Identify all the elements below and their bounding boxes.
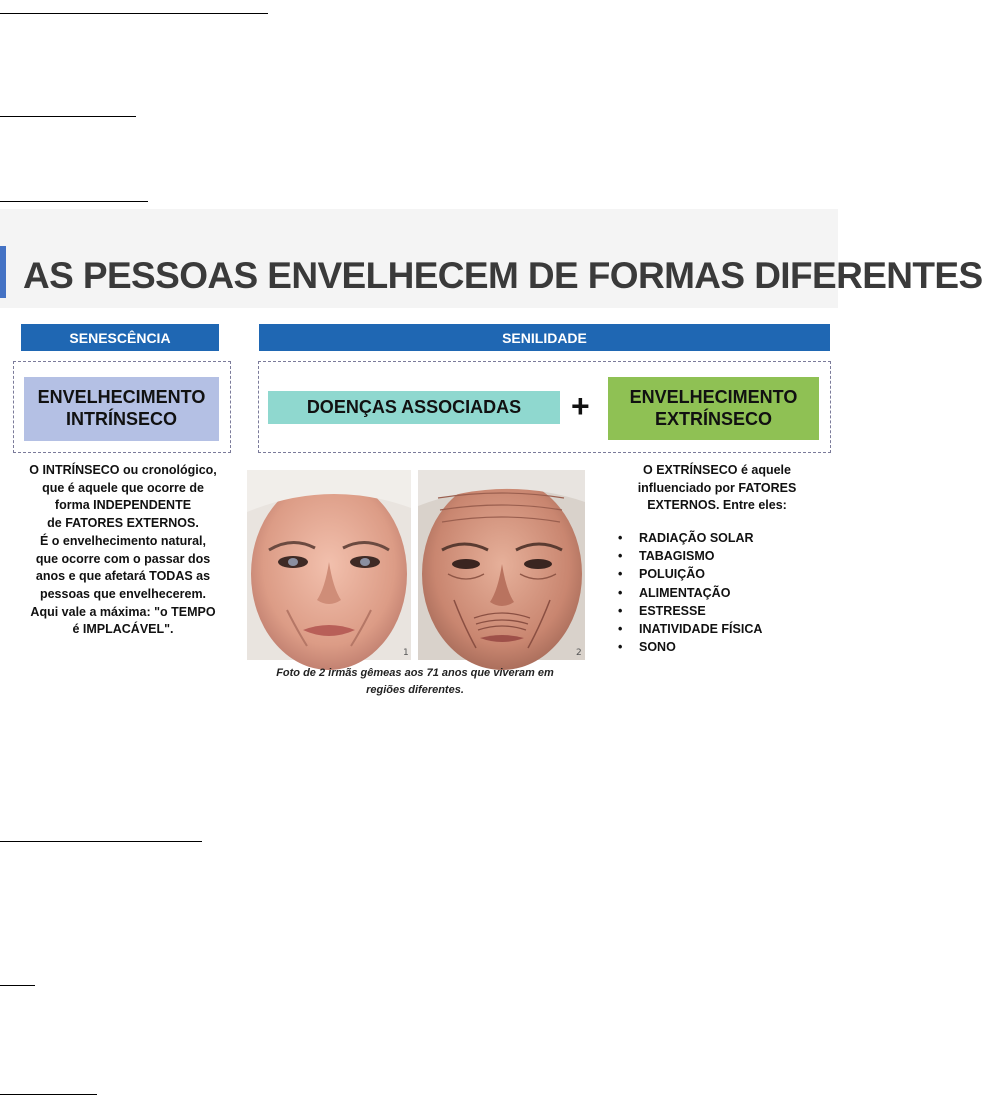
intrinsic-text-line: que é aquele que ocorre de (42, 480, 204, 495)
intrinsic-text-line: Aqui vale a máxima: "o TEMPO (30, 604, 216, 619)
extrinsic-text-line: influenciado por FATORES (637, 480, 797, 495)
face-illustration-2 (418, 470, 585, 660)
extrinsic-aging-tile (608, 377, 819, 440)
photo-label-2: 2 (576, 648, 582, 658)
list-item: • SONO (614, 638, 762, 656)
infographic-title: AS PESSOAS ENVELHECEM DE FORMAS DIFERENTES (23, 255, 983, 296)
underline-rule-3 (0, 201, 148, 202)
intrinsic-aging-tile (24, 377, 219, 441)
underline-rule-6 (0, 1094, 97, 1095)
title-bar (0, 209, 983, 308)
caption-line-2: regiões diferentes. (366, 684, 464, 696)
intrinsic-text-line: forma INDEPENDENTE (54, 498, 192, 513)
photo-label-1: 1 (403, 648, 409, 658)
senilidade-header: SENILIDADE (259, 324, 830, 351)
aging-infographic (0, 207, 983, 712)
intrinsic-description (12, 462, 234, 639)
caption-line-1: Foto de 2 irmãs gêmeas aos 71 anos que viveram em (276, 667, 554, 679)
twin-photo-2 (418, 470, 585, 660)
list-item: • RADIAÇÃO SOLAR (614, 529, 762, 547)
intrinsic-text-line: anos e que afetará TODAS as (35, 569, 211, 584)
extrinsic-text-line: EXTERNOS. Entre eles: (647, 498, 787, 513)
intrinsic-text-line: é IMPLACÁVEL". (72, 622, 174, 637)
intrinsic-text-line: O INTRÍNSECO ou cronológico, (29, 463, 217, 477)
extrinsic-description (612, 462, 822, 515)
list-item: • INATIVIDADE FÍSICA (614, 620, 762, 638)
extrinsic-factors-list (614, 529, 762, 656)
photo-caption (245, 665, 585, 699)
associated-diseases-tile: DOENÇAS ASSOCIADAS (268, 391, 560, 424)
list-item: • POLUIÇÃO (614, 565, 762, 583)
list-item: • ALIMENTAÇÃO (614, 584, 762, 602)
underline-rule-1 (0, 13, 268, 14)
intrinsic-text-line: pessoas que envelhecerem. (39, 586, 207, 601)
intrinsic-tile-line-2: INTRÍNSECO (65, 409, 177, 429)
underline-rule-4 (0, 841, 202, 842)
list-item: • TABAGISMO (614, 547, 762, 565)
underline-rule-5 (0, 985, 35, 986)
title-accent-bar (0, 246, 6, 298)
list-item: • ESTRESSE (614, 602, 762, 620)
underline-rule-2 (0, 116, 136, 117)
extrinsic-text-line: O EXTRÍNSECO é aquele (643, 463, 791, 477)
face-illustration-1 (247, 470, 411, 660)
intrinsic-text-line: que ocorre com o passar dos (35, 551, 211, 566)
intrinsic-text-line: de FATORES EXTERNOS. (47, 516, 199, 531)
plus-sign: + (571, 388, 590, 424)
intrinsic-tile-line-1: ENVELHECIMENTO (37, 387, 206, 408)
extrinsic-tile-line-2: EXTRÍNSECO (654, 408, 773, 429)
twin-photo-1 (247, 470, 411, 660)
extrinsic-tile-line-1: ENVELHECIMENTO (629, 386, 798, 407)
intrinsic-text-line: É o envelhecimento natural, (39, 533, 206, 548)
senescencia-header: SENESCÊNCIA (21, 324, 219, 351)
